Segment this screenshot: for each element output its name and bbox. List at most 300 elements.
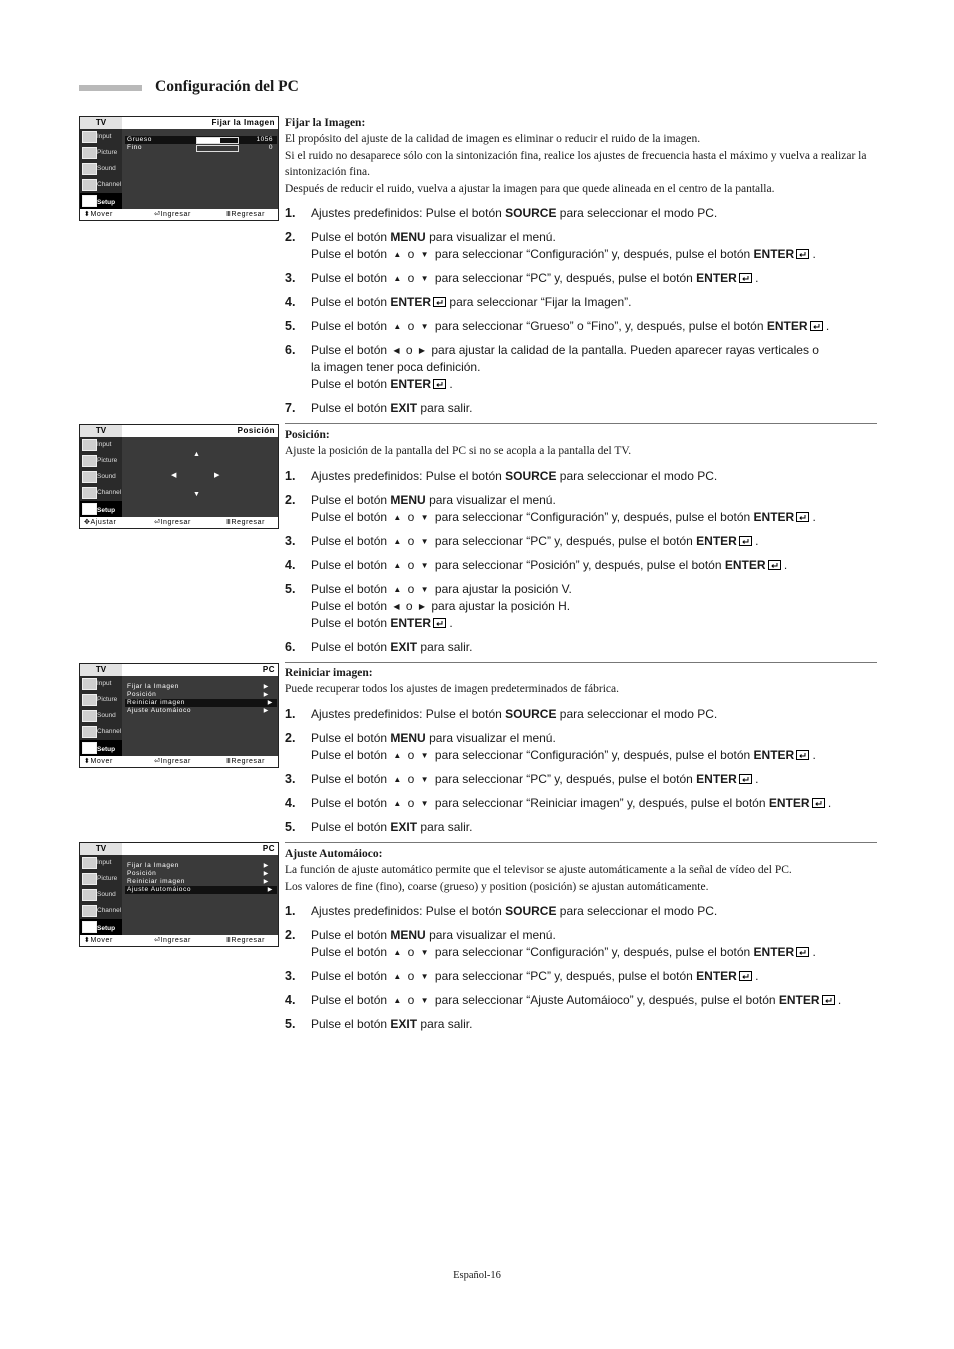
step-text: o: [404, 969, 418, 983]
down-arrow-icon: ▼: [420, 948, 429, 957]
osd-sidebar-label: Setup: [97, 925, 116, 932]
step-text: Pulse el botón: [311, 271, 391, 285]
osd-sidebar: [80, 855, 122, 935]
enter-icon: [812, 798, 825, 808]
osd-footer-nav: ⬍Mover: [84, 937, 113, 944]
step-text: Pulse el botón: [311, 730, 391, 745]
osd-footer-return: ⅢRegresar: [226, 937, 266, 944]
step: 2. Pulse el botón MENU para visualizar el menú. Pulse el botón ▲ o ▼ para seleccionar “Configuración” y, después, pulse el botón ENTER .: [285, 492, 816, 524]
step: [285, 706, 877, 723]
step: [285, 903, 877, 920]
osd-sidebar-label: Picture: [97, 875, 118, 882]
step-text: Pulse el botón: [311, 377, 391, 391]
step-number: 5.: [285, 319, 296, 333]
step-text: o: [404, 945, 418, 959]
left-arrow-icon: ◀: [393, 601, 400, 611]
osd-menu-item: [127, 683, 273, 691]
section-title: Ajuste Automáioco:: [285, 848, 383, 860]
section-paragraph: Los valores de fine (fino), coarse (grueso) y position (posición) se ajustan automáticamente.: [285, 880, 709, 893]
picture-icon: [82, 455, 97, 467]
step: [285, 294, 877, 311]
osd-footer-enter-label: Ingresar: [160, 758, 191, 765]
osd-sidebar-label: Input: [97, 133, 112, 140]
step: 2. Pulse el botón MENU para visualizar el menú. Pulse el botón ▲ o ▼ para seleccionar “Configuración” y, después, pulse el botón ENTER .: [285, 230, 816, 261]
osd-title: Posición: [237, 426, 275, 435]
picture-icon: [82, 694, 97, 706]
step-text: o: [404, 319, 418, 333]
osd-main: [122, 676, 278, 756]
enter-icon: [433, 379, 446, 389]
enter-button-label: ENTER: [390, 295, 432, 309]
osd-reiniciar-imagen: [79, 663, 279, 768]
section-paragraph: Ajuste la posición de la pantalla del PC si no se acopla a la pantalla del TV.: [285, 445, 632, 457]
section-ajuste-automatico: [285, 846, 877, 1033]
osd-footer-return-label: Regresar: [231, 758, 266, 765]
osd-sidebar-label: Channel: [97, 728, 122, 735]
enter-icon: [739, 774, 752, 784]
menu-button-label: MENU: [390, 492, 426, 507]
osd-menu-item-label: Reiniciar imagen: [127, 699, 186, 706]
step-text: Pulse el botón: [311, 928, 391, 942]
step: [285, 639, 877, 656]
osd-header: [80, 117, 278, 129]
up-arrow-icon: ▲: [193, 451, 200, 458]
chevron-right-icon: ▶: [263, 708, 269, 714]
step-text: para seleccionar el modo PC.: [556, 706, 718, 721]
osd-posicion: [79, 424, 279, 529]
section-fijar-imagen: [285, 115, 877, 417]
step-text: o: [402, 343, 416, 357]
osd-menu-item: [127, 878, 273, 886]
step: [285, 1016, 877, 1033]
source-button-label: SOURCE: [505, 706, 557, 721]
enter-icon: [822, 995, 835, 1005]
osd-menu-item-selected: [125, 886, 277, 894]
osd-sidebar-item-picture: [80, 145, 122, 161]
osd-sidebar-label: Channel: [97, 489, 122, 496]
osd-sidebar-item-channel: [80, 724, 122, 740]
step: 6. Pulse el botón ◀ o ▶ para ajustar la calidad de la pantalla. Pueden aparecer rayas verticales o la imagen tener poca definición. Pulse el botón ENTER .: [285, 342, 877, 393]
step-text: o: [404, 771, 418, 786]
channel-icon: [82, 487, 97, 499]
up-arrow-icon: ▲: [393, 274, 402, 283]
enter-icon: [796, 750, 809, 760]
enter-icon: [739, 971, 752, 981]
step-text: Ajustes predefinidos: Pulse el botón: [311, 706, 506, 721]
osd-footer: [80, 935, 278, 946]
osd-menu-item: [127, 691, 273, 699]
step-number: 2.: [285, 928, 296, 942]
step-number: 3.: [285, 271, 296, 285]
osd-header: [80, 843, 278, 855]
osd-sidebar-item-setup: [80, 501, 122, 517]
enter-button-label: ENTER: [778, 993, 820, 1007]
page-number: Español-16: [453, 1270, 501, 1281]
osd-menu-item-selected: [125, 699, 277, 707]
osd-footer-nav: ⬍Mover: [84, 758, 113, 765]
osd-sidebar-label: Input: [97, 441, 112, 448]
enter-button-label: ENTER: [390, 615, 432, 630]
step: 3. Pulse el botón ▲ o ▼ para seleccionar “PC” y, después, pulse el botón ENTER .: [285, 969, 759, 983]
step-text: para seleccionar “Configuración” y, después, pulse el botón: [431, 747, 754, 762]
step-number: 5.: [285, 1017, 296, 1031]
osd-tv-label: TV: [80, 664, 122, 676]
step: 2. Pulse el botón MENU para visualizar el menú. Pulse el botón ▲ o ▼ para seleccionar “Configuración” y, después, pulse el botón ENTER .: [285, 730, 816, 762]
step-text: Pulse el botón: [311, 319, 391, 333]
osd-footer-nav-label: Mover: [90, 758, 113, 765]
section-paragraph: Después de reducir el ruido, vuelva a ajustar la imagen para que quede alineada en el centro de la pantalla.: [285, 182, 775, 195]
step-text: para ajustar la posición H.: [428, 598, 571, 613]
step-text: o: [404, 747, 418, 762]
enter-button-label: ENTER: [753, 509, 795, 524]
step-text: para seleccionar “Posición” y, después, pulse el botón: [431, 557, 725, 572]
up-arrow-icon: ▲: [393, 996, 402, 1005]
step: [285, 468, 877, 485]
setup-icon: [82, 503, 97, 515]
step-text: o: [404, 509, 418, 524]
sound-icon: [82, 889, 97, 901]
enter-icon: [433, 618, 446, 628]
step-text: para salir.: [417, 401, 473, 415]
enter-icon: [739, 536, 752, 546]
step-number: 5.: [285, 581, 296, 596]
osd-sidebar-label: Channel: [97, 181, 122, 188]
enter-button-label: ENTER: [696, 969, 737, 983]
step-number: 2.: [285, 230, 296, 244]
osd-tv-label: TV: [80, 425, 122, 437]
grueso-slider: [196, 137, 239, 144]
enter-button-label: ENTER: [724, 557, 766, 572]
osd-menu-item: [127, 862, 273, 870]
up-arrow-icon: ▲: [393, 560, 402, 570]
step-text: Pulse el botón: [311, 509, 391, 524]
osd-footer-return-label: Regresar: [231, 211, 266, 218]
osd-sidebar-item-input: [80, 437, 122, 453]
step-text: Pulse el botón: [311, 639, 391, 654]
step-text: Pulse el botón: [311, 819, 391, 834]
section-divider: [285, 423, 877, 424]
step-text: Pulse el botón: [311, 230, 391, 244]
step-text: Pulse el botón: [311, 598, 391, 613]
step-number: 1.: [285, 904, 296, 918]
osd-sidebar-label: Picture: [97, 457, 118, 464]
osd-sidebar-label: Picture: [97, 149, 118, 156]
step: 5. Pulse el botón ▲ o ▼ para ajustar la posición V. Pulse el botón ◀ o ▶ para ajustar la posición H. Pulse el botón ENTER .: [285, 581, 572, 630]
step-text: para visualizar el menú.: [425, 928, 556, 942]
osd-sidebar-item-setup: [80, 919, 122, 935]
chevron-right-icon: ▶: [263, 684, 269, 690]
step-text: para seleccionar “PC” y, después, pulse el botón: [431, 771, 697, 786]
step-number: 4.: [285, 557, 296, 572]
section-reiniciar-imagen: [285, 665, 877, 836]
down-arrow-icon: ▼: [420, 250, 429, 259]
section-title: Posición:: [285, 429, 330, 441]
down-arrow-icon: ▼: [420, 774, 429, 784]
enter-icon: [796, 249, 809, 259]
step-text: o: [402, 598, 416, 613]
step: 4. Pulse el botón ▲ o ▼ para seleccionar “Posición” y, después, pulse el botón ENTER .: [285, 557, 788, 572]
fino-slider: [196, 145, 239, 152]
step-number: 2.: [285, 492, 296, 507]
osd-footer: [80, 517, 278, 528]
step-number: 5.: [285, 819, 296, 834]
step-text: para seleccionar “PC” y, después, pulse el botón: [431, 271, 697, 285]
chevron-right-icon: ▶: [263, 692, 269, 698]
osd-sidebar-item-sound: [80, 887, 122, 903]
enter-button-label: ENTER: [768, 795, 810, 810]
enter-icon: [796, 947, 809, 957]
enter-icon: [739, 273, 752, 283]
exit-button-label: EXIT: [390, 1017, 418, 1031]
osd-footer-return-label: Regresar: [231, 519, 266, 526]
down-arrow-icon: ▼: [420, 750, 429, 760]
osd-sidebar-item-sound: [80, 708, 122, 724]
osd-footer-enter: ⏎Ingresar: [154, 519, 191, 526]
picture-icon: [82, 873, 97, 885]
osd-footer: [80, 209, 278, 220]
step-text: Pulse el botón: [311, 795, 391, 810]
step: [285, 400, 877, 417]
step: 4. Pulse el botón ▲ o ▼ para seleccionar “Ajuste Automáioco” y, después, pulse el botón ENTER .: [285, 993, 842, 1007]
down-arrow-icon: ▼: [420, 322, 429, 331]
down-arrow-icon: ▼: [420, 972, 429, 981]
sound-icon: [82, 163, 97, 175]
step-number: 4.: [285, 295, 296, 309]
up-arrow-icon: ▲: [393, 584, 402, 594]
osd-sidebar-label: Setup: [97, 507, 116, 514]
page-title: Configuración del PC: [155, 78, 299, 95]
osd-sidebar-item-sound: [80, 161, 122, 177]
step-text: Ajustes predefinidos: Pulse el botón: [311, 904, 506, 918]
step-text: Pulse el botón: [311, 1017, 391, 1031]
down-arrow-icon: ▼: [420, 584, 429, 594]
up-arrow-icon: ▲: [393, 536, 402, 546]
step-text: para seleccionar “Configuración” y, después, pulse el botón: [431, 509, 754, 524]
step-text: Pulse el botón: [311, 492, 391, 507]
osd-sidebar-item-input: [80, 855, 122, 871]
chevron-right-icon: ▶: [263, 871, 269, 877]
step-text: para seleccionar el modo PC.: [556, 206, 718, 220]
osd-footer-return: ⅢRegresar: [226, 758, 266, 765]
down-arrow-icon: ▼: [420, 996, 429, 1005]
fino-value: 0: [268, 144, 273, 151]
section-posicion: [285, 427, 877, 656]
step-text: para seleccionar “Grueso” o “Fino”, y, después, pulse el botón: [431, 319, 767, 333]
osd-footer-nav-label: Mover: [90, 937, 113, 944]
input-icon: [82, 131, 97, 143]
enter-button-label: ENTER: [390, 377, 432, 391]
source-button-label: SOURCE: [505, 206, 557, 220]
step-number: 4.: [285, 795, 296, 810]
step-text: Pulse el botón: [311, 247, 391, 261]
step-number: 2.: [285, 730, 296, 745]
step-text: para ajustar la posición V.: [431, 581, 572, 596]
step: 3. Pulse el botón ▲ o ▼ para seleccionar “PC” y, después, pulse el botón ENTER .: [285, 533, 759, 548]
step-text: la imagen tener poca definición.: [311, 360, 481, 374]
step-text: Pulse el botón: [311, 581, 391, 596]
up-arrow-icon: ▲: [393, 774, 402, 784]
down-arrow-icon: ▼: [420, 560, 429, 570]
enter-button-label: ENTER: [753, 945, 795, 959]
left-arrow-icon: ◀: [393, 346, 400, 355]
step-text: para seleccionar “Fijar la Imagen”.: [446, 295, 632, 309]
osd-tv-label: TV: [80, 843, 122, 855]
osd-sidebar-item-setup: [80, 193, 122, 209]
menu-button-label: MENU: [390, 928, 426, 942]
channel-icon: [82, 905, 97, 917]
step-text: Pulse el botón: [311, 401, 391, 415]
enter-button-label: ENTER: [753, 747, 795, 762]
osd-fijar-imagen: [79, 116, 279, 221]
step: 3. Pulse el botón ▲ o ▼ para seleccionar “PC” y, después, pulse el botón ENTER .: [285, 771, 759, 786]
section-divider: [285, 662, 877, 663]
step-text: Ajustes predefinidos: Pulse el botón: [311, 468, 506, 483]
osd-title: PC: [262, 665, 275, 674]
osd-sidebar: [80, 437, 122, 517]
step-text: para seleccionar “Ajuste Automáioco” y, después, pulse el botón: [431, 993, 779, 1007]
osd-sidebar-label: Sound: [97, 891, 116, 898]
exit-button-label: EXIT: [390, 639, 418, 654]
step-text: o: [404, 271, 418, 285]
step: 5. Pulse el botón ▲ o ▼ para seleccionar “Grueso” o “Fino”, y, después, pulse el botón ENTER .: [285, 319, 830, 333]
up-arrow-icon: ▲: [393, 972, 402, 981]
step-text: o: [404, 247, 418, 261]
up-arrow-icon: ▲: [393, 948, 402, 957]
osd-tv-label: TV: [80, 117, 122, 129]
exit-button-label: EXIT: [390, 401, 418, 415]
osd-footer-enter: ⏎Ingresar: [154, 211, 191, 218]
osd-main: [122, 855, 278, 935]
input-icon: [82, 439, 97, 451]
osd-menu-item: [127, 707, 273, 715]
chevron-right-icon: ▶: [263, 863, 269, 869]
osd-footer-nav: ✥Ajustar: [84, 519, 117, 526]
menu-button-label: MENU: [390, 730, 426, 745]
osd-sidebar-label: Channel: [97, 907, 122, 914]
osd-sidebar-label: Picture: [97, 696, 118, 703]
grueso-slider-fill: [197, 138, 220, 143]
step-text: para seleccionar “Configuración” y, después, pulse el botón: [431, 945, 754, 959]
step-text: para seleccionar “PC” y, después, pulse el botón: [431, 533, 697, 548]
section-paragraph: Puede recuperar todos los ajustes de imagen predeterminados de fábrica.: [285, 683, 620, 695]
step-number: 7.: [285, 401, 296, 415]
channel-icon: [82, 179, 97, 191]
osd-footer-enter: ⏎Ingresar: [154, 937, 191, 944]
chevron-right-icon: ▶: [267, 887, 273, 893]
osd-menu-item-label: Reiniciar imagen: [127, 878, 186, 885]
setup-icon: [82, 195, 97, 207]
step-text: Pulse el botón: [311, 993, 391, 1007]
osd-sidebar-label: Sound: [97, 165, 116, 172]
osd-sidebar: [80, 676, 122, 756]
picture-icon: [82, 147, 97, 159]
enter-icon: [768, 560, 781, 570]
step-number: 6.: [285, 343, 296, 357]
input-icon: [82, 678, 97, 690]
osd-menu-item: [127, 870, 273, 878]
osd-sidebar-label: Sound: [97, 712, 116, 719]
step: 3. Pulse el botón ▲ o ▼ para seleccionar “PC” y, después, pulse el botón ENTER .: [285, 271, 759, 285]
step-text: Pulse el botón: [311, 615, 391, 630]
source-button-label: SOURCE: [505, 904, 557, 918]
down-arrow-icon: ▼: [420, 512, 429, 522]
enter-button-label: ENTER: [696, 533, 737, 548]
step-text: para visualizar el menú.: [425, 492, 556, 507]
enter-button-label: ENTER: [696, 271, 737, 285]
setup-icon: [82, 742, 97, 754]
enter-button-label: ENTER: [696, 771, 737, 786]
step-text: Pulse el botón: [311, 945, 391, 959]
step-text: para salir.: [417, 1017, 473, 1031]
grueso-value: 1056: [256, 136, 273, 143]
osd-sidebar-label: Sound: [97, 473, 116, 480]
osd-title: Fijar la Imagen: [211, 118, 275, 127]
down-arrow-icon: ▼: [420, 274, 429, 283]
osd-sidebar-item-setup: [80, 740, 122, 756]
step-text: para seleccionar “PC” y, después, pulse el botón: [431, 969, 697, 983]
chevron-right-icon: ▶: [263, 879, 269, 885]
down-arrow-icon: ▼: [420, 536, 429, 546]
osd-sidebar-item-channel: [80, 485, 122, 501]
section-paragraph: La función de ajuste automático permite que el televisor se ajuste automáticamente a la señal de vídeo del PC.: [285, 864, 792, 876]
source-button-label: SOURCE: [505, 468, 557, 483]
channel-icon: [82, 726, 97, 738]
osd-footer-nav-label: Mover: [90, 211, 113, 218]
up-arrow-icon: ▲: [393, 750, 402, 760]
osd-footer-return: ⅢRegresar: [226, 211, 266, 218]
osd-sidebar: [80, 129, 122, 209]
osd-menu-item-label: Posición: [127, 870, 157, 877]
step-text: Pulse el botón: [311, 969, 391, 983]
step-text: o: [404, 795, 418, 810]
step-number: 1.: [285, 706, 296, 721]
step-number: 1.: [285, 468, 296, 483]
section-paragraph: Si el ruido no desaparece sólo con la sintonización fina, realice los ajustes de frecuencia hasta el máximo y vuelva a realizar la sintonización fina.: [285, 149, 867, 178]
osd-menu-item-label: Ajuste Automáioco: [127, 707, 192, 714]
osd-sidebar-item-input: [80, 676, 122, 692]
osd-sidebar-item-sound: [80, 469, 122, 485]
section-title: Reiniciar imagen:: [285, 667, 373, 679]
step-text: Pulse el botón: [311, 771, 391, 786]
title-decoration-bar: [79, 85, 142, 91]
osd-sidebar-item-picture: [80, 692, 122, 708]
step-text: Pulse el botón: [311, 343, 391, 357]
enter-button-label: ENTER: [766, 319, 808, 333]
step-text: para seleccionar el modo PC.: [556, 468, 718, 483]
osd-title: PC: [262, 844, 275, 853]
sound-icon: [82, 471, 97, 483]
osd-main: [122, 129, 278, 209]
step-text: para salir.: [417, 819, 473, 834]
down-arrow-icon: ▼: [420, 798, 429, 808]
sound-icon: [82, 710, 97, 722]
input-icon: [82, 857, 97, 869]
step: 4. Pulse el botón ▲ o ▼ para seleccionar “Reiniciar imagen” y, después, pulse el botón ENTER .: [285, 795, 832, 810]
osd-header: [80, 664, 278, 676]
osd-menu-item-label: Fijar la Imagen: [127, 683, 179, 690]
osd-menu-item-label: Ajuste Automáioco: [127, 886, 192, 893]
step: 2. Pulse el botón MENU para visualizar el menú. Pulse el botón ▲ o ▼ para seleccionar “Configuración” y, después, pulse el botón ENTER .: [285, 928, 816, 959]
enter-icon: [810, 321, 823, 331]
setup-icon: [82, 921, 97, 933]
osd-footer-nav-label: Ajustar: [90, 519, 117, 526]
step-text: Pulse el botón: [311, 747, 391, 762]
osd-footer-return-label: Regresar: [231, 937, 266, 944]
osd-sidebar-item-picture: [80, 453, 122, 469]
osd-menu-item-label: Posición: [127, 691, 157, 698]
up-arrow-icon: ▲: [393, 250, 402, 259]
osd-sidebar-item-picture: [80, 871, 122, 887]
